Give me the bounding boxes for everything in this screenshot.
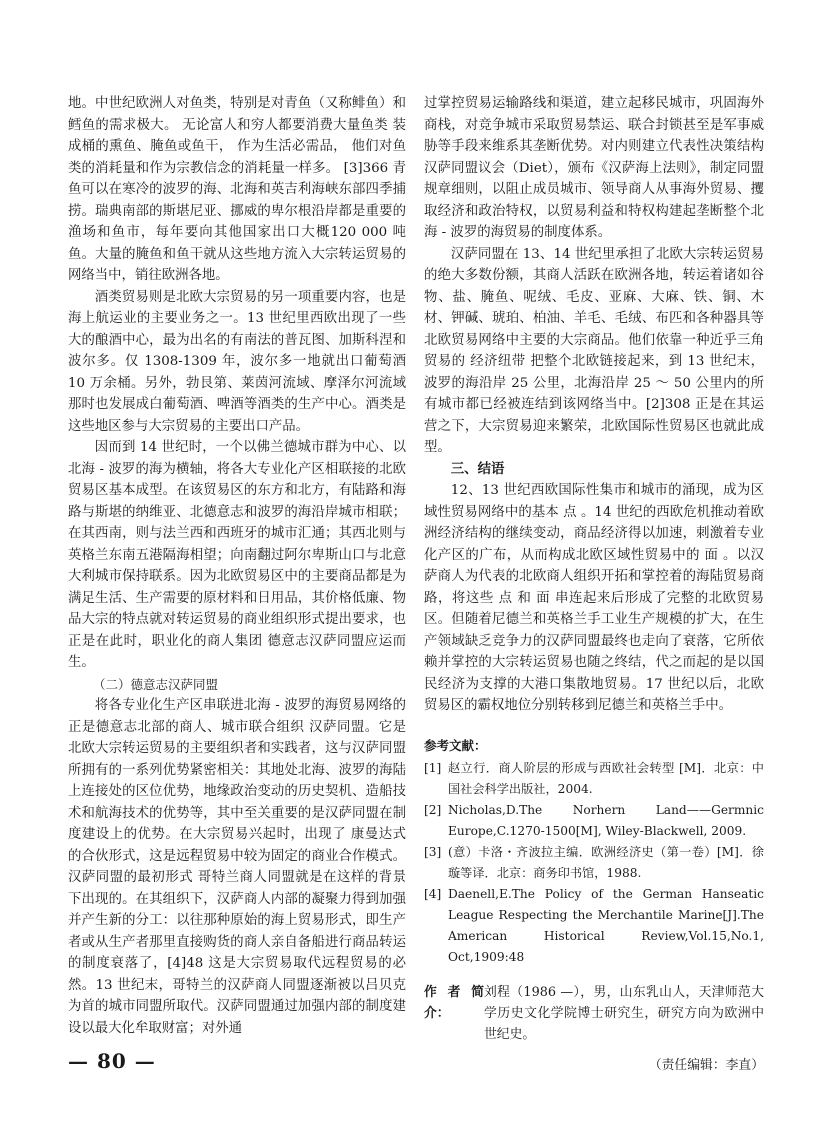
left-column [68,93,406,1039]
body-paragraph: 地。中世纪欧洲人对鱼类，特别是对青鱼（又称鲱鱼）和鳕鱼的需求极大。 无论富人和穷人都要消费大量鱼类 装成桶的熏鱼、腌鱼或鱼干， 作为生活必需品， 他们对鱼类的消耗量和作为宗教信念的消耗量一样多。 [3]366 青鱼可以在寒冷的波罗的海、北海和英吉利海峡东部四季捕捞。瑞典南部的斯堪尼亚、挪威的卑尔根沿岸都是重要的渔场和鱼市，每年要向其他国家出口大概120 000 吨鱼。大量的腌鱼和鱼干就从这些地方流入大宗转运贸易的网络当中，销往欧洲各地。 [68,96,406,283]
reference-text: (意）卡洛・齐波拉主编．欧洲经济史（第一卷）[M]．徐璇等译．北京：商务印书馆，1988. [448,844,764,880]
references-title: 参考文献： [424,737,487,753]
reference-number: [1] [424,760,442,775]
reference-number: [2] [424,802,442,817]
reference-text: Daenell,E.The Policy of the German Hanseatic League Respecting the Merchantile Marine[J].The American Historical Review,Vol.15,No.1, Oct,1909:48 [448,886,764,964]
reference-text: 赵立行．商人阶层的形成与西欧社会转型 [M]．北京：中国社会科学出版社，2004. [448,760,764,796]
body-paragraph: 12、13 世纪西欧国际性集市和城市的涌现，成为区域性贸易网络中的基本 点 。14 世纪的西欧危机推动着欧洲经济结构的继续变动，商品经济得以加速，刺激着专业化产区的广布，从而构成北欧区域性贸易中的 面 。以汉萨商人为代表的北欧商人组织开拓和掌控着的海陆贸易商路，将这些 点 和 面 串连起来后形成了完整的北欧贸易区。但随着尼德兰和英格兰手工业生产规模的扩大，在生产领域缺乏竞争力的汉萨同盟最终也走向了衰落，它所依赖并掌控的大宗转运贸易也随之终结，代之而起的是以国民经济为支撑的大港口集散地贸易。17 世纪以后，北欧贸易区的霸权地位分别转移到尼德兰和英格兰手中。 [424,483,764,713]
body-paragraph: 酒类贸易则是北欧大宗贸易的另一项重要内容，也是海上航运业的主要业务之一。13 世纪里西欧出现了一些大的酿酒中心，最为出名的有南法的普瓦图、加斯科涅和波尔多。仅 1308-1309 年，波尔多一地就出口葡萄酒 10 万余桶。另外，勃艮第、莱茵河流域、摩泽尔河流域那时也发展成白葡萄酒、啤酒等酒类的生产中心。酒类是这些地区参与大宗贸易的主要出口产品。 [68,289,406,434]
reference-number: [4] [424,886,442,901]
author-bio-label: 作者简介： [424,984,484,1021]
body-paragraph: 因而到 14 世纪时，一个以佛兰德城市群为中心、以北海 - 波罗的海为横轴，将各大专业化产区相联接的北欧贸易区基本成型。在该贸易区的东方和北方，有陆路和海路与斯堪的纳维亚、北德意志和波罗的海沿岸城市相联；在其西南，则与法兰西和西班牙的城市汇通；其西北则与英格兰东南五港隔海相望；向南翻过阿尔卑斯山口与北意大利城市保持联系。因为北欧贸易区中的主要商品都是为满足生活、生产需要的原材料和日用品，其价格低廉、物品大宗的特点就对转运贸易的商业组织形式提出要求，也正是在此时，职业化的商人集团 德意志汉萨同盟应运而生。 [68,440,406,670]
references [424,735,764,968]
reference-item [424,884,764,968]
body-paragraph: 将各专业化生产区串联进北海 - 波罗的海贸易网络的正是德意志北部的商人、城市联合组织 汉萨同盟。它是北欧大宗转运贸易的主要组织者和实践者，这与汉萨同盟所拥有的一系列优势紧密相关：其地处北海、波罗的海陆上连接处的区位优势，地缘政治变动的历史契机、造船技术和航海技术的优势等，其中至关重要的是汉萨同盟在制度建设上的优势。在大宗贸易兴起时，出现了 康曼达式 的合伙形式，这是远程贸易中较为固定的商业合作模式。汉萨同盟的最初形式 哥特兰商人同盟就是在这样的背景下出现的。在其组织下，汉萨商人内部的凝聚力得到加强并产生新的分工：以往那种原始的海上贸易形式，即生产者或从生产者那里直接购货的商人亲自备船进行商品转运的制度衰落了，[4]48 这是大宗贸易取代远程贸易的必然。13 世纪末，哥特兰的汉萨商人同盟逐渐被以吕贝克为首的城市同盟所取代。汉萨同盟通过加强内部的制度建设以最大化牟取财富；对外通 [68,698,406,1036]
reference-number: [3] [424,844,442,859]
reference-item [424,800,764,842]
reference-item [424,842,764,884]
author-bio [424,982,764,1045]
right-column [424,93,764,1076]
reference-item [424,758,764,800]
responsible-editor: （责任编辑：李直） [648,1057,764,1073]
reference-text: Nicholas,D.The Norhern Land——Germnic Europe,C.1270-1500[M], Wiley-Blackwell, 2009. [448,802,764,838]
section-heading: 三、结语 [450,460,505,477]
page-number: — 80 — [68,1049,156,1073]
body-paragraph: 汉萨同盟在 13、14 世纪里承担了北欧大宗转运贸易的绝大多数份额，其商人活跃在欧洲各地，转运着诸如谷物、盐、腌鱼、呢绒、毛皮、亚麻、大麻、铁、铜、木材、钾碱、琥珀、柏油、羊毛、毛绒、布匹和各种器具等北欧贸易网络中主要的大宗商品。他们依靠一种近乎三角贸易的 经济纽带 把整个北欧链接起来，到 13 世纪末，波罗的海沿岸 25 公里，北海沿岸 25 ～ 50 公里内的所有城市都已经被连结到该网络当中。[2]308 正是在其运营之下，大宗贸易迎来繁荣，北欧国际性贸易区也就此成型。 [424,246,764,455]
section-subheading: （二）德意志汉萨同盟 [93,676,219,692]
body-paragraph: 过掌控贸易运输路线和渠道，建立起移民城市，巩固海外商栈，对竞争城市采取贸易禁运、联合封锁甚至是军事威胁等手段来维系其垄断优势。对内则建立代表性决策结构 汉萨同盟议会（Diet），颁布《汉萨海上法则》，制定同盟规章细则，以阻止成员城市、领导商人从事海外贸易、攫取经济和政治特权，以贸易利益和特权构建起垄断整个北海 - 波罗的海贸易的制度体系。 [424,96,764,240]
author-bio-text: 刘程（1986 —），男，山东乳山人，天津师范大学历史文化学院博士研究生，研究方向为欧洲中世纪史。 [484,984,764,1042]
